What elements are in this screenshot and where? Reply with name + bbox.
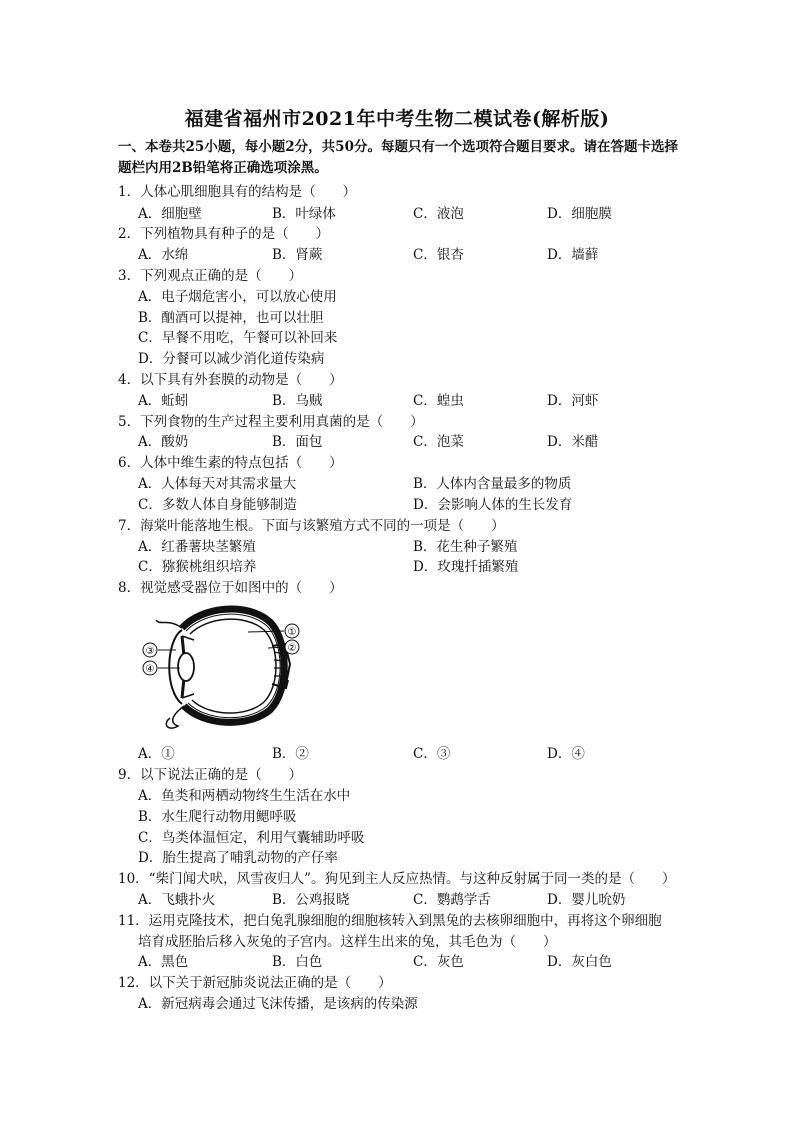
option-a[interactable]: A．水绵: [138, 247, 189, 263]
question-stem: 7．海棠叶能落地生根。下面与该繁殖方式不同的一项是（ ）: [118, 518, 505, 534]
question-stem-continued: 培育成胚胎后移入灰兔的子宫内。这样生出来的兔，其毛色为（ ）: [138, 934, 557, 950]
option-b[interactable]: B．水生爬行动物用鳃呼吸: [138, 809, 297, 825]
option-a[interactable]: A．电子烟危害小，可以放心使用: [138, 289, 337, 305]
option-d[interactable]: D．玫瑰扦插繁殖: [413, 559, 519, 575]
question-stem: 6．人体中维生素的特点包括（ ）: [118, 455, 343, 471]
option-a[interactable]: A．鱼类和两栖动物终生生活在水中: [138, 788, 351, 804]
eye-diagram: [138, 600, 308, 732]
option-c[interactable]: C．鸟类体温恒定，利用气囊辅助呼吸: [138, 830, 365, 846]
option-c[interactable]: C．猕猴桃组织培养: [138, 559, 257, 575]
option-b[interactable]: B．白色: [272, 954, 323, 970]
label-1: ①: [287, 627, 297, 638]
lens: [178, 653, 194, 681]
question-stem: 5．下列食物的生产过程主要利用真菌的是（ ）: [118, 414, 424, 430]
option-c[interactable]: C．③: [413, 746, 451, 762]
retina-line: [190, 619, 276, 713]
question-stem: 3．下列观点正确的是（ ）: [118, 268, 303, 284]
option-a[interactable]: A．红番薯块茎繁殖: [138, 539, 256, 555]
option-c[interactable]: C．灰色: [413, 954, 464, 970]
option-b[interactable]: B．肾蕨: [272, 247, 323, 263]
option-b[interactable]: B．乌贼: [272, 393, 323, 409]
option-d[interactable]: D．细胞膜: [547, 206, 612, 222]
option-c[interactable]: C．泡菜: [413, 434, 464, 450]
option-b[interactable]: B．面包: [272, 434, 323, 450]
option-b[interactable]: B．②: [272, 746, 309, 762]
option-d[interactable]: D．会影响人体的生长发育: [413, 497, 573, 513]
option-a[interactable]: A．酸奶: [138, 434, 189, 450]
question-stem: 4．以下具有外套膜的动物是（ ）: [118, 372, 343, 388]
option-c[interactable]: C．鹦鹉学舌: [413, 892, 491, 908]
option-c[interactable]: C．多数人体自身能够制造: [138, 497, 297, 513]
option-b[interactable]: B．公鸡报晓: [272, 892, 350, 908]
option-d[interactable]: D．胎生提高了哺乳动物的产仔率: [138, 850, 338, 866]
option-b[interactable]: B．花生种子繁殖: [413, 539, 518, 555]
option-a[interactable]: A．蚯蚓: [138, 393, 189, 409]
option-a[interactable]: A．人体每天对其需求量大: [138, 476, 297, 492]
question-stem: 1．人体心肌细胞具有的结构是（ ）: [118, 184, 357, 200]
option-a[interactable]: A．细胞壁: [138, 206, 202, 222]
option-a[interactable]: A．①: [138, 746, 175, 762]
label-2: ②: [287, 643, 297, 654]
option-a[interactable]: A．黑色: [138, 954, 189, 970]
question-stem: 10．“柴门闻犬吠，风雪夜归人”。狗见到主人反应热情。与这种反射属于同一类的是（ ）: [118, 871, 676, 887]
option-d[interactable]: D．婴儿吮奶: [547, 892, 626, 908]
option-c[interactable]: C．液泡: [413, 206, 464, 222]
choroid-line: [186, 614, 280, 718]
option-d[interactable]: D．米醋: [547, 434, 599, 450]
option-c[interactable]: C．银杏: [413, 247, 464, 263]
option-d[interactable]: D．河虾: [547, 393, 599, 409]
question-stem: 11．运用克隆技术，把白兔乳腺细胞的细胞核转入到黑兔的去核卵细胞中，再将这个卵细胞: [118, 913, 662, 929]
option-a[interactable]: A．飞蛾扑火: [138, 892, 216, 908]
option-d[interactable]: D．分餐可以减少消化道传染病: [138, 351, 325, 367]
question-stem: 9．以下说法正确的是（ ）: [118, 767, 303, 783]
option-c[interactable]: C．早餐不用吃，午餐可以补回来: [138, 330, 338, 346]
option-d[interactable]: D．灰白色: [547, 954, 612, 970]
label-4: ④: [145, 664, 155, 675]
option-b[interactable]: B．酗酒可以提神，也可以壮胆: [138, 310, 324, 326]
option-d[interactable]: D．墙藓: [547, 247, 599, 263]
question-stem: 12．以下关于新冠肺炎说法正确的是（ ）: [118, 975, 392, 991]
page-title: 福建省福州市2021年中考生物二模试卷(解析版): [184, 108, 610, 130]
option-b[interactable]: B．人体内含量最多的物质: [413, 476, 572, 492]
option-b[interactable]: B．叶绿体: [272, 206, 336, 222]
option-c[interactable]: C．蝗虫: [413, 393, 464, 409]
question-stem: 8．视觉感受器位于如图中的（ ）: [118, 580, 343, 596]
option-a[interactable]: A．新冠病毒会通过飞沫传播，是该病的传染源: [138, 996, 418, 1012]
question-stem: 2．下列植物具有种子的是（ ）: [118, 226, 330, 242]
label-3: ③: [145, 646, 155, 657]
option-d[interactable]: D．④: [547, 746, 585, 762]
section-heading: 一、本卷共25小题，每小题2分，共50分。每题只有一个选项符合题目要求。请在答题卡选择题栏内用2B铅笔将正确选项涂黑。: [118, 139, 678, 176]
